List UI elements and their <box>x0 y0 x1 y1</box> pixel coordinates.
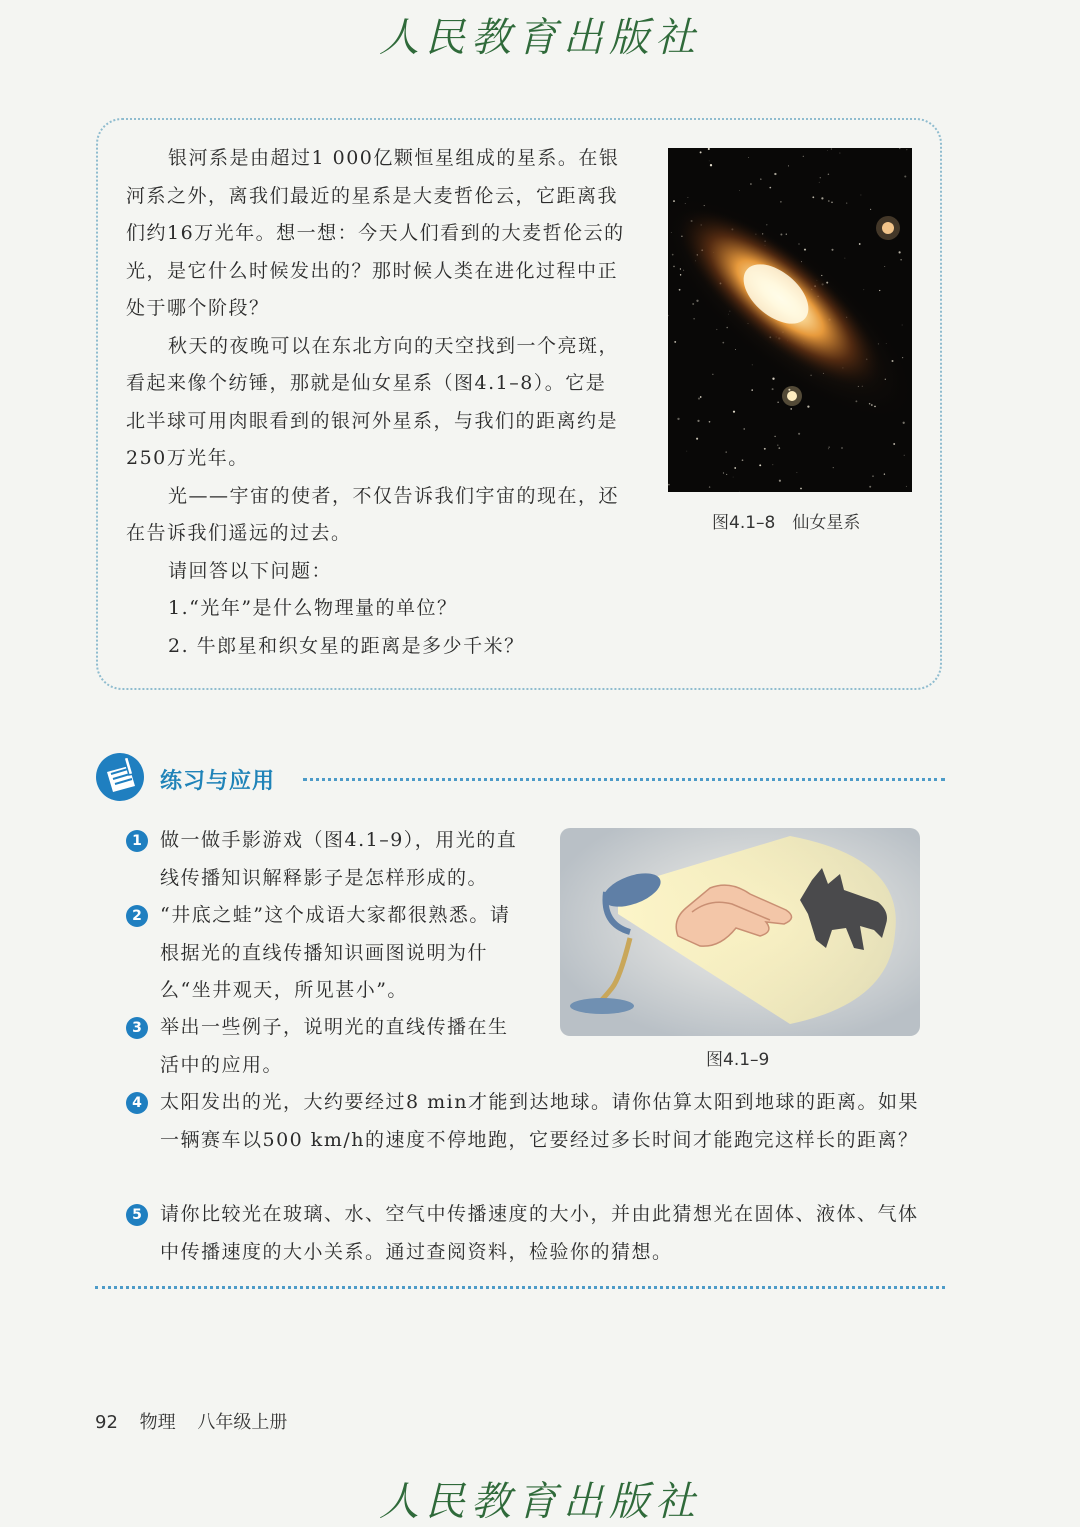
exercise-item <box>126 1084 926 1159</box>
exercise-text: 太阳发出的光，大约要经过8 min才能到达地球。请你估算太阳到地球的距离。如果一辆赛车以500 km/h的速度不停地跑，它要经过多长时间才能跑完这样长的距离？ <box>160 1091 919 1151</box>
exercise-text: 请你比较光在玻璃、水、空气中传播速度的大小，并由此猜想光在固体、液体、气体中传播速度的大小关系。通过查阅资料，检验你的猜想。 <box>160 1203 919 1263</box>
exercise-number-badge: 2 <box>126 905 148 927</box>
exercise-text: “井底之蛙”这个成语大家都很熟悉。请根据光的直线传播知识画图说明为什么“坐井观天，所见甚小”。 <box>160 904 511 1001</box>
exercise-item <box>126 1009 526 1084</box>
reading-paragraph: 光——宇宙的使者，不仅告诉我们宇宙的现在，还在告诉我们遥远的过去。 <box>126 484 620 544</box>
publisher-logo-bottom: 人民教育出版社 <box>379 1479 701 1525</box>
figure-caption-4-1-8: 图4.1–8 仙女星系 <box>712 513 861 533</box>
exercise-item <box>126 897 526 1010</box>
reading-paragraph: 请回答以下问题： <box>168 559 333 582</box>
subject-name: 物理 <box>139 1412 176 1433</box>
exercise-text: 举出一些例子，说明光的直线传播在生活中的应用。 <box>160 1016 509 1076</box>
bottom-dotted-divider <box>95 1286 945 1289</box>
exercise-text: 做一做手影游戏（图4.1–9），用光的直线传播知识解释影子是怎样形成的。 <box>160 829 518 889</box>
reading-paragraph: 秋天的夜晚可以在东北方向的天空找到一个亮斑，看起来像个纺锤，那就是仙女星系（图4.1–8）。它是北半球可用肉眼看到的银河外星系，与我们的距离约是250万光年。 <box>126 334 620 469</box>
figure-caption-4-1-9: 图4.1–9 <box>706 1050 770 1070</box>
publisher-logo-top: 人民教育出版社 <box>379 15 701 61</box>
hand-shadow-illustration <box>560 828 920 1036</box>
exercise-section-title: 练习与应用 <box>160 769 276 794</box>
exercise-number-badge: 3 <box>126 1017 148 1039</box>
exercise-item <box>126 822 526 897</box>
reading-text <box>126 140 626 665</box>
exercise-item <box>126 1196 936 1271</box>
exercise-number-badge: 1 <box>126 830 148 852</box>
exercise-number-badge: 5 <box>126 1204 148 1226</box>
page-number: 92 <box>95 1412 118 1433</box>
reading-question: 2. 牛郎星和织女星的距离是多少千米？ <box>168 634 525 657</box>
header-dotted-divider <box>303 778 945 781</box>
reading-paragraph: 银河系是由超过1 000亿颗恒星组成的星系。在银河系之外，离我们最近的星系是大麦哲伦云，它距离我们约16万光年。想一想：今天人们看到的大麦哲伦云的光，是它什么时候发出的？那时候人类在进化过程中正处于哪个阶段？ <box>126 147 625 319</box>
reading-question: 1.“光年”是什么物理量的单位？ <box>168 597 458 619</box>
book-volume: 八年级上册 <box>197 1412 288 1433</box>
page-footer <box>95 1408 303 1434</box>
exercise-number-badge: 4 <box>126 1092 148 1114</box>
exercise-section-header <box>95 752 945 808</box>
notebook-pencil-icon <box>95 752 145 806</box>
andromeda-galaxy-image <box>668 148 912 492</box>
